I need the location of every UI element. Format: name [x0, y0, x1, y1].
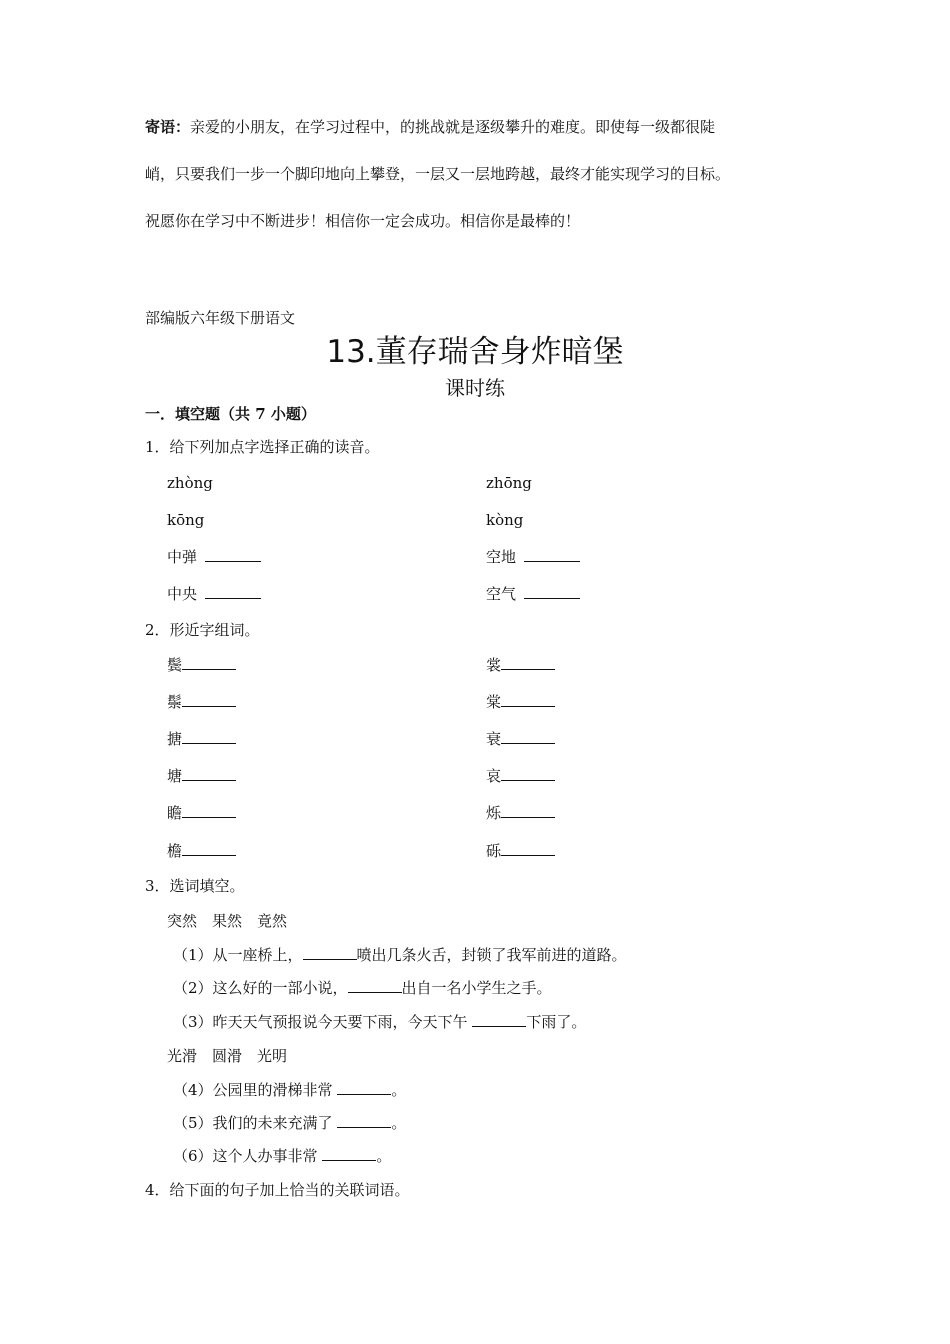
- q2-char-8: [486, 766, 555, 786]
- q2-char-8-text: 哀: [486, 767, 502, 785]
- section-heading: 一．填空题（共 7 小题）: [145, 405, 316, 423]
- q2-char-10-text: 烁: [486, 804, 502, 822]
- q1-word-4-text: 空气: [486, 585, 517, 603]
- q2-char-12-text: 砾: [486, 842, 502, 860]
- q2-char-9: [167, 803, 236, 823]
- q3-s3-post: 下雨了。: [526, 1013, 587, 1031]
- answer-blank[interactable]: [182, 692, 236, 707]
- q2-char-10: [486, 803, 555, 823]
- q2-char-6-text: 衰: [486, 730, 502, 748]
- q3-s3-pre: （3）昨天天气预报说今天要下雨，今天下午: [173, 1013, 473, 1031]
- answer-blank[interactable]: [524, 584, 580, 599]
- q3-s1-pre: （1）从一座桥上，: [173, 946, 303, 964]
- q3-sentence-4: [173, 1080, 406, 1100]
- greeting-text-1: 亲爱的小朋友，在学习过程中，的挑战就是逐级攀升的难度。即使每一级都很陡: [190, 118, 716, 136]
- q3-s1-post: 喷出几条火舌，封锁了我军前进的道路。: [356, 946, 627, 964]
- answer-blank[interactable]: [322, 1146, 376, 1161]
- q1-pinyin-4: kòng: [486, 511, 524, 529]
- q2-char-3-text: 鬃: [167, 693, 183, 711]
- q3-s6-pre: （6）这个人办事非常: [173, 1147, 323, 1165]
- q2-prompt: 2．形近字组词。: [145, 621, 260, 639]
- q3-sentence-5: [173, 1113, 406, 1133]
- q3-s5-pre: （5）我们的未来充满了: [173, 1114, 338, 1132]
- answer-blank[interactable]: [501, 766, 555, 781]
- q2-char-7-text: 塘: [167, 767, 183, 785]
- q3-s6-post: 。: [376, 1147, 392, 1165]
- q2-char-4: [486, 692, 555, 712]
- q3-sentence-1: [173, 945, 627, 965]
- q3-sentence-2: [173, 978, 552, 998]
- q3-s4-post: 。: [391, 1081, 407, 1099]
- q2-char-11: [167, 841, 236, 861]
- q4-prompt: 4．给下面的句子加上恰当的关联词语。: [145, 1181, 410, 1199]
- greeting-line-1: [145, 116, 815, 138]
- q1-pinyin-3: kōng: [167, 511, 205, 529]
- q2-char-1: [167, 655, 236, 675]
- q1-word-4: [486, 584, 580, 604]
- q2-char-4-text: 棠: [486, 693, 502, 711]
- greeting-line-3: 祝愿你在学习中不断进步！相信你一定会成功。相信你是最棒的！: [145, 212, 581, 230]
- q2-char-5: [167, 729, 236, 749]
- q2-char-2: [486, 655, 555, 675]
- q3-options-2: 光滑 圆滑 光明: [167, 1047, 288, 1065]
- answer-blank[interactable]: [524, 547, 580, 562]
- answer-blank[interactable]: [501, 841, 555, 856]
- q3-sentence-3: [173, 1012, 586, 1032]
- q1-word-1: [167, 547, 261, 567]
- q2-char-7: [167, 766, 236, 786]
- q2-char-6: [486, 729, 555, 749]
- q3-prompt: 3．选词填空。: [145, 877, 245, 895]
- greeting-label: 寄语：: [145, 118, 191, 136]
- q2-char-9-text: 瞻: [167, 804, 183, 822]
- answer-blank[interactable]: [337, 1080, 391, 1095]
- answer-blank[interactable]: [348, 978, 402, 993]
- q1-word-1-text: 中弹: [167, 548, 198, 566]
- answer-blank[interactable]: [337, 1113, 391, 1128]
- q1-word-2: [486, 547, 580, 567]
- answer-blank[interactable]: [182, 655, 236, 670]
- answer-blank[interactable]: [501, 729, 555, 744]
- q3-options-1: 突然 果然 竟然: [167, 912, 288, 930]
- q3-s2-pre: （2）这么好的一部小说，: [173, 979, 348, 997]
- q2-char-1-text: 鬓: [167, 656, 183, 674]
- answer-blank[interactable]: [182, 803, 236, 818]
- q3-s5-post: 。: [391, 1114, 407, 1132]
- answer-blank[interactable]: [205, 547, 261, 562]
- q2-char-12: [486, 841, 555, 861]
- q1-pinyin-1: zhòng: [167, 474, 213, 492]
- q2-char-3: [167, 692, 236, 712]
- answer-blank[interactable]: [182, 766, 236, 781]
- subject-label: 部编版六年级下册语文: [145, 309, 296, 327]
- q3-s2-post: 出自一名小学生之手。: [401, 979, 552, 997]
- q2-char-11-text: 檐: [167, 842, 183, 860]
- page-subtitle: 课时练: [445, 376, 505, 400]
- q2-char-2-text: 裳: [486, 656, 502, 674]
- answer-blank[interactable]: [501, 692, 555, 707]
- q1-pinyin-2: zhōng: [486, 474, 532, 492]
- page-title: 13.董存瑞舍身炸暗堡: [326, 334, 624, 370]
- answer-blank[interactable]: [472, 1012, 526, 1027]
- answer-blank[interactable]: [501, 655, 555, 670]
- answer-blank[interactable]: [182, 841, 236, 856]
- answer-blank[interactable]: [205, 584, 261, 599]
- q1-word-3-text: 中央: [167, 585, 198, 603]
- answer-blank[interactable]: [501, 803, 555, 818]
- q3-sentence-6: [173, 1146, 391, 1166]
- q3-s4-pre: （4）公园里的滑梯非常: [173, 1081, 338, 1099]
- answer-blank[interactable]: [303, 945, 357, 960]
- q1-prompt: 1．给下列加点字选择正确的读音。: [145, 438, 380, 456]
- answer-blank[interactable]: [182, 729, 236, 744]
- greeting-line-2: 峭，只要我们一步一个脚印地向上攀登，一层又一层地跨越，最终才能实现学习的目标。: [145, 165, 731, 183]
- q1-word-3: [167, 584, 261, 604]
- q1-word-2-text: 空地: [486, 548, 517, 566]
- q2-char-5-text: 搪: [167, 730, 183, 748]
